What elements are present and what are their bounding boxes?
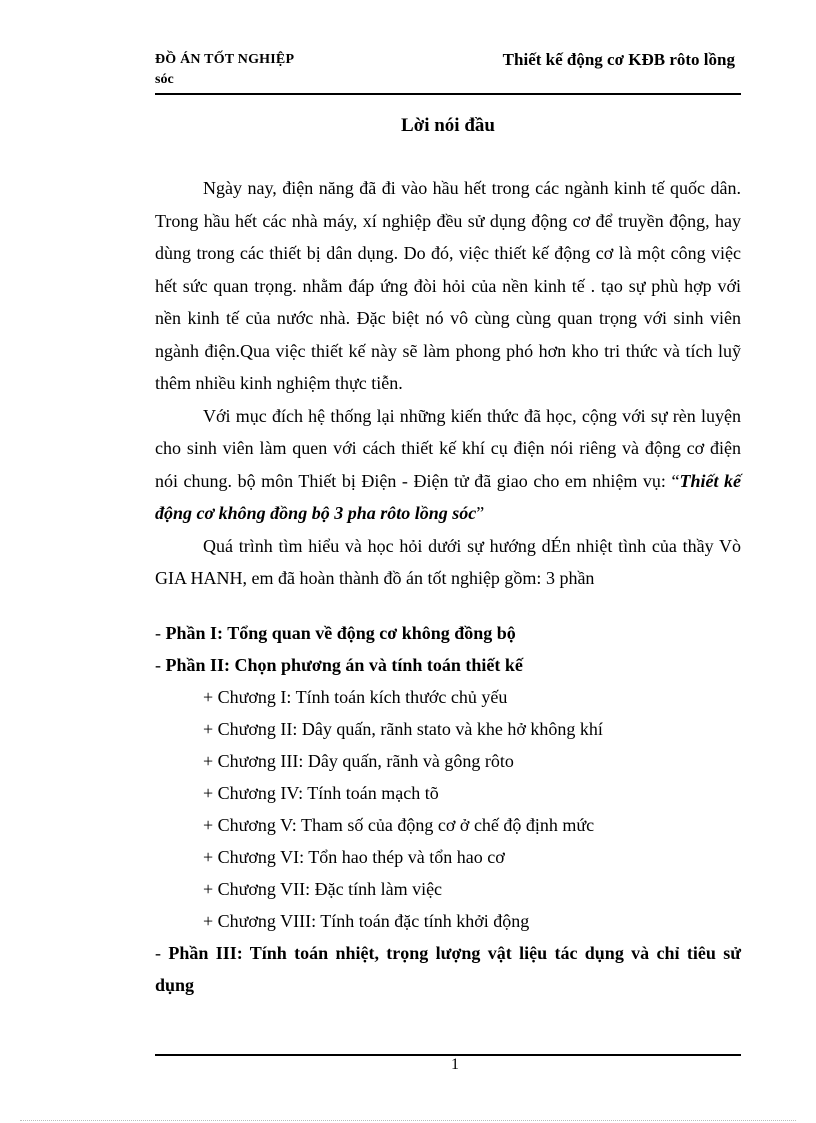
paragraph-3: Quá trình tìm hiểu và học hỏi dưới sự hướng dÉn nhiệt tình của thầy Vò GIA HANH, em đã hoàn thành đồ án tốt nghiệp gồm: 3 phần bbox=[155, 535, 741, 588]
part-2-label: Phần II: Chọn phương án và tính toán thiết kế bbox=[165, 655, 523, 675]
chapter-2: + Chương II: Dây quấn, rãnh stato và khe hở không khí bbox=[203, 719, 603, 739]
page-title: Lời nói đầu bbox=[401, 115, 495, 136]
contents-outline bbox=[155, 617, 741, 1001]
paragraph-2 bbox=[155, 400, 741, 530]
paragraph-1: Ngày nay, điện năng đã đi vào hầu hết trong các ngành kinh tế quốc dân. Trong hầu hết các nhà máy, xí nghiệp đều sử dụng động cơ để truyền động, hay dùng trong các thiết bị dân dụng. Do đó, việc thiết kế động cơ là một công việc hết sức quan trọng. nhằm đáp ứng đòi hỏi của nền kinh tế . tạo sự phù hợp với nền kinh tế của nước nhà. Đặc biệt nó vô cùng cùng quan trọng với sinh viên ngành điện.Qua việc thiết kế này sẽ làm phong phó hơn kho tri thức và tích luỹ thêm nhiều kinh nghiệm thực tiễn. bbox=[155, 178, 741, 393]
part-1 bbox=[155, 617, 741, 649]
page-number: 1 bbox=[451, 1056, 459, 1073]
header-rule bbox=[155, 93, 741, 95]
part-3-dash: - bbox=[155, 943, 169, 963]
part-3-label: Phần III: Tính toán nhiệt, trọng lượng vật liệu tác dụng và chỉ tiêu sử dụng bbox=[155, 943, 741, 995]
part-1-label: Phần I: Tổng quan về động cơ không đồng bộ bbox=[165, 623, 516, 643]
project-title-emphasis: Thiết kế động cơ không đồng bộ 3 pha rôto lồng sóc bbox=[155, 470, 741, 523]
paragraph-2-close-quote: ” bbox=[476, 503, 485, 523]
chapter-5: + Chương V: Tham số của động cơ ở chế độ định mức bbox=[203, 815, 595, 835]
header-right-title: Thiết kế động cơ KĐB rôto lồng bbox=[502, 50, 735, 69]
header-left-title: ĐỒ ÁN TỐT NGHIỆP bbox=[155, 52, 295, 67]
header-left-continuation: sóc bbox=[155, 72, 174, 87]
part-2 bbox=[155, 649, 741, 681]
preface-body bbox=[155, 172, 741, 595]
chapter-3: + Chương III: Dây quấn, rãnh và gông rôto bbox=[203, 751, 514, 771]
page-header bbox=[155, 50, 741, 92]
part-3 bbox=[155, 937, 741, 1001]
part-1-dash: - bbox=[155, 623, 166, 643]
paragraph-2-text: Với mục đích hệ thống lại những kiến thức đã học, cộng với sự rèn luyện cho sinh viên làm quen với cách thiết kế khí cụ điện nói riêng và động cơ điện nói chung. bộ môn Thiết bị Điện - Điện tử đã giao cho em nhiệm vụ: “ bbox=[155, 405, 741, 491]
chapter-4: + Chương IV: Tính toán mạch tõ bbox=[203, 783, 439, 803]
page-bottom-edge bbox=[20, 1120, 796, 1121]
chapter-6: + Chương VI: Tổn hao thép và tổn hao cơ bbox=[203, 847, 505, 867]
chapter-8: + Chương VIII: Tính toán đặc tính khởi động bbox=[203, 911, 530, 931]
chapter-7: + Chương VII: Đặc tính làm việc bbox=[203, 879, 443, 899]
chapter-1: + Chương I: Tính toán kích thước chủ yếu bbox=[203, 687, 508, 707]
part-2-dash: - bbox=[155, 655, 166, 675]
